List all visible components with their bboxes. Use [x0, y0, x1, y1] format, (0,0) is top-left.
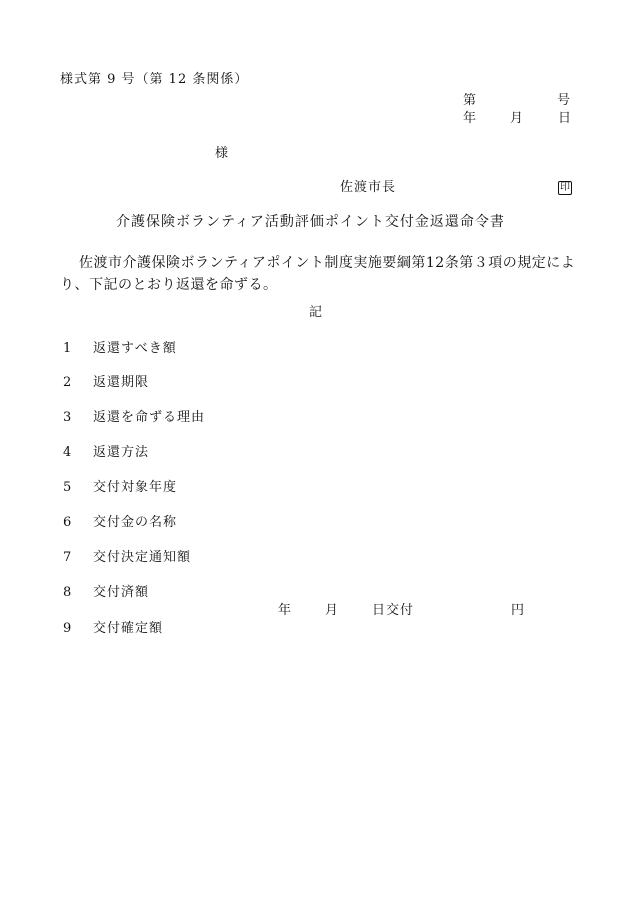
form-number: 様式第 9 号（第 12 条関係）: [60, 72, 249, 87]
ki-label: 記: [309, 305, 323, 320]
body-paragraph: 佐渡市介護保険ボランティアポイント制度実施要綱第12条第３項の規定により、下記のとおり返還を命ずる。: [60, 255, 576, 293]
doc-number-suffix: 号: [557, 93, 571, 108]
date-day: 日: [558, 111, 572, 126]
item-label: 返還すべき額: [93, 341, 177, 356]
detail-yen: 円: [511, 603, 525, 618]
item-label: 交付決定通知額: [93, 550, 192, 565]
item-number: 8: [63, 585, 72, 600]
addressee-honorific: 様: [215, 146, 229, 161]
item-label: 交付確定額: [93, 621, 164, 636]
item-label: 交付済額: [93, 585, 150, 600]
date-month: 月: [510, 111, 524, 126]
item-number: 3: [63, 410, 72, 425]
item-label: 返還を命ずる理由: [93, 410, 206, 425]
item-number: 2: [63, 375, 72, 390]
item-label: 交付金の名称: [93, 515, 178, 530]
item-number: 9: [63, 621, 72, 636]
item-number: 5: [63, 480, 72, 495]
issuer-name: 佐渡市長: [340, 180, 397, 195]
item-label: 返還方法: [93, 445, 150, 460]
item-number: 4: [63, 445, 72, 460]
document-title: 介護保険ボランティア活動評価ポイント交付金返還命令書: [116, 214, 505, 230]
detail-year: 年: [278, 603, 292, 618]
item-number: 1: [63, 341, 72, 356]
detail-month: 月: [325, 603, 339, 618]
item-label: 返還期限: [93, 375, 150, 390]
item-number: 7: [63, 550, 72, 565]
doc-number-prefix: 第: [463, 93, 477, 108]
date-year: 年: [463, 111, 477, 126]
seal-mark: 印: [560, 182, 570, 193]
item-number: 6: [63, 515, 72, 530]
item-label: 交付対象年度: [93, 480, 178, 495]
detail-day-issued: 日交付: [372, 603, 415, 618]
